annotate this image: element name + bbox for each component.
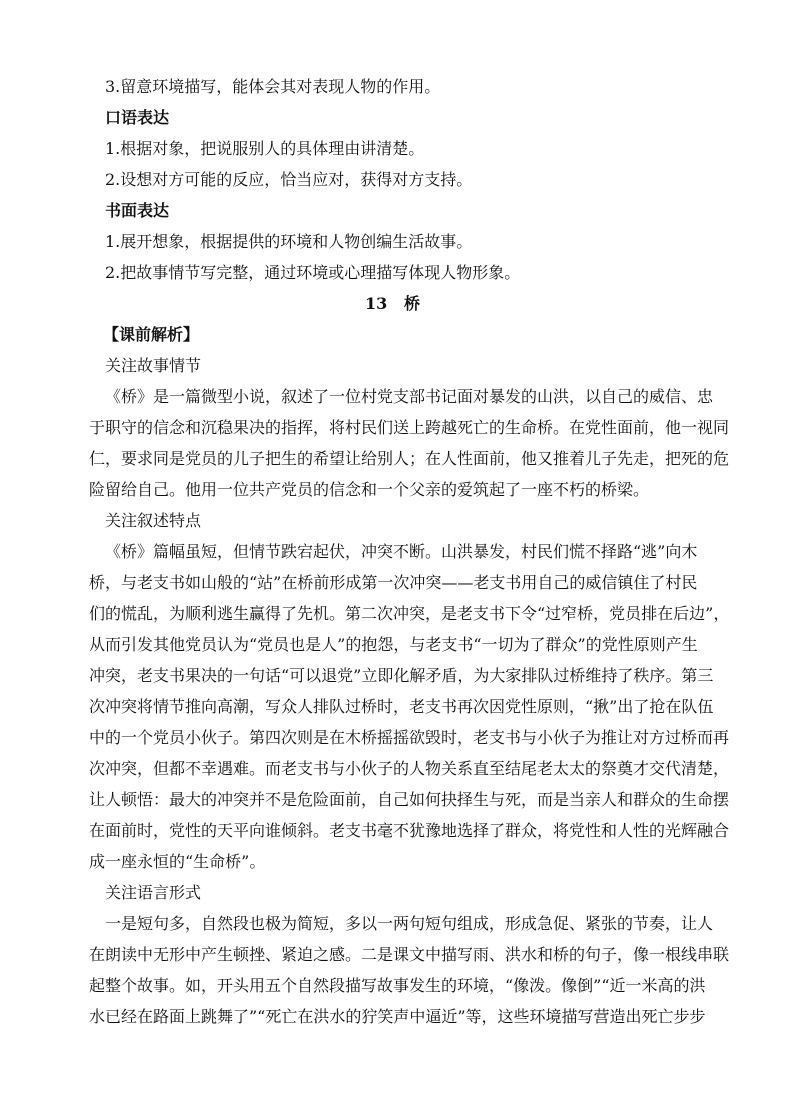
- story-heading: 关注故事情节: [105, 356, 202, 375]
- story-line-4: 险留给自己。他用一位共产党员的信念和一个父亲的爱筑起了一座不朽的桥梁。: [89, 480, 650, 499]
- narration-line-9: 让人顿悟：最大的冲突并不是危险面前，自己如何抉择生与死，而是当亲人和群众的生命摆: [89, 790, 730, 809]
- language-line-4: 水已经在路面上跳舞了”“死亡在洪水的狞笑声中逼近”等，这些环境描写营造出死亡步步: [89, 1007, 706, 1026]
- narration-line-6: 次冲突将情节推向高潮，写众人排队过桥时，老支书再次因党性原则，“揪”出了抢在队伍: [89, 697, 714, 716]
- written-item-1: 1.展开想象，根据提供的环境和人物创编生活故事。: [105, 232, 473, 251]
- narration-line-8: 次冲突，但都不幸遇难。而老支书与小伙子的人物关系直至结尾老太太的祭奠才交代清楚，: [89, 759, 730, 778]
- oral-item-2: 2.设想对方可能的反应，恰当应对，获得对方支持。: [105, 170, 473, 189]
- language-line-1: 一是短句多，自然段也极为简短，多以一两句短句组成，形成急促、紧张的节奏，让人: [105, 914, 714, 933]
- lesson-title: 13 桥: [365, 294, 420, 313]
- narration-line-2: 桥，与老支书如山般的“站”在桥前形成第一次冲突——老支书用自己的威信镇住了村民: [89, 573, 698, 592]
- narration-line-3: 们的慌乱，为顺利逃生赢得了先机。第二次冲突，是老支书下令“过窄桥，党员排在后边”，: [89, 604, 730, 623]
- story-line-1: 《桥》是一篇微型小说，叙述了一位村党支部书记面对暴发的山洪，以自己的威信、忠: [105, 387, 714, 406]
- story-line-2: 于职守的信念和沉稳果决的指挥，将村民们送上跨越死亡的生命桥。在党性面前，他一视同: [89, 418, 730, 437]
- written-item-2: 2.把故事情节写完整，通过环境或心理描写体现人物形象。: [105, 263, 521, 282]
- goal-item-3: 3.留意环境描写，能体会其对表现人物的作用。: [105, 77, 441, 96]
- oral-expression-heading: 口语表达: [105, 108, 170, 127]
- pre-class-analysis-tag: 【课前解析】: [103, 325, 200, 344]
- narration-line-5: 冲突，老支书果决的一句话“可以退党”立即化解矛盾，为大家排队过桥维持了秩序。第三: [89, 666, 714, 685]
- narration-line-1: 《桥》篇幅虽短，但情节跌宕起伏，冲突不断。山洪暴发，村民们慌不择路“逃”向木: [105, 542, 698, 561]
- narration-line-7: 中的一个党员小伙子。第四次则是在木桥摇摇欲毁时，老支书与小伙子为推让对方过桥而再: [89, 728, 730, 747]
- written-expression-heading: 书面表达: [105, 201, 170, 220]
- narration-line-10: 在面前时，党性的天平向谁倾斜。老支书毫不犹豫地选择了群众，将党性和人性的光辉融合: [89, 821, 730, 840]
- story-line-3: 仁，要求同是党员的儿子把生的希望让给别人；在人性面前，他又推着儿子先走，把死的危: [89, 449, 730, 468]
- language-line-3: 起整个故事。如，开头用五个自然段描写故事发生的环境，“像泼。像倒”“近一米高的洪: [89, 976, 706, 995]
- narration-line-11: 成一座永恒的“生命桥”。: [89, 852, 266, 871]
- narration-line-4: 从而引发其他党员认为“党员也是人”的抱怨，与老支书“一切为了群众”的党性原则产生: [89, 635, 698, 654]
- oral-item-1: 1.根据对象，把说服别人的具体理由讲清楚。: [105, 139, 425, 158]
- language-heading: 关注语言形式: [105, 883, 202, 902]
- narration-heading: 关注叙述特点: [105, 511, 202, 530]
- language-line-2: 在朗读中无形中产生顿挫、紧迫之感。二是课文中描写雨、洪水和桥的句子，像一根线串联: [89, 945, 730, 964]
